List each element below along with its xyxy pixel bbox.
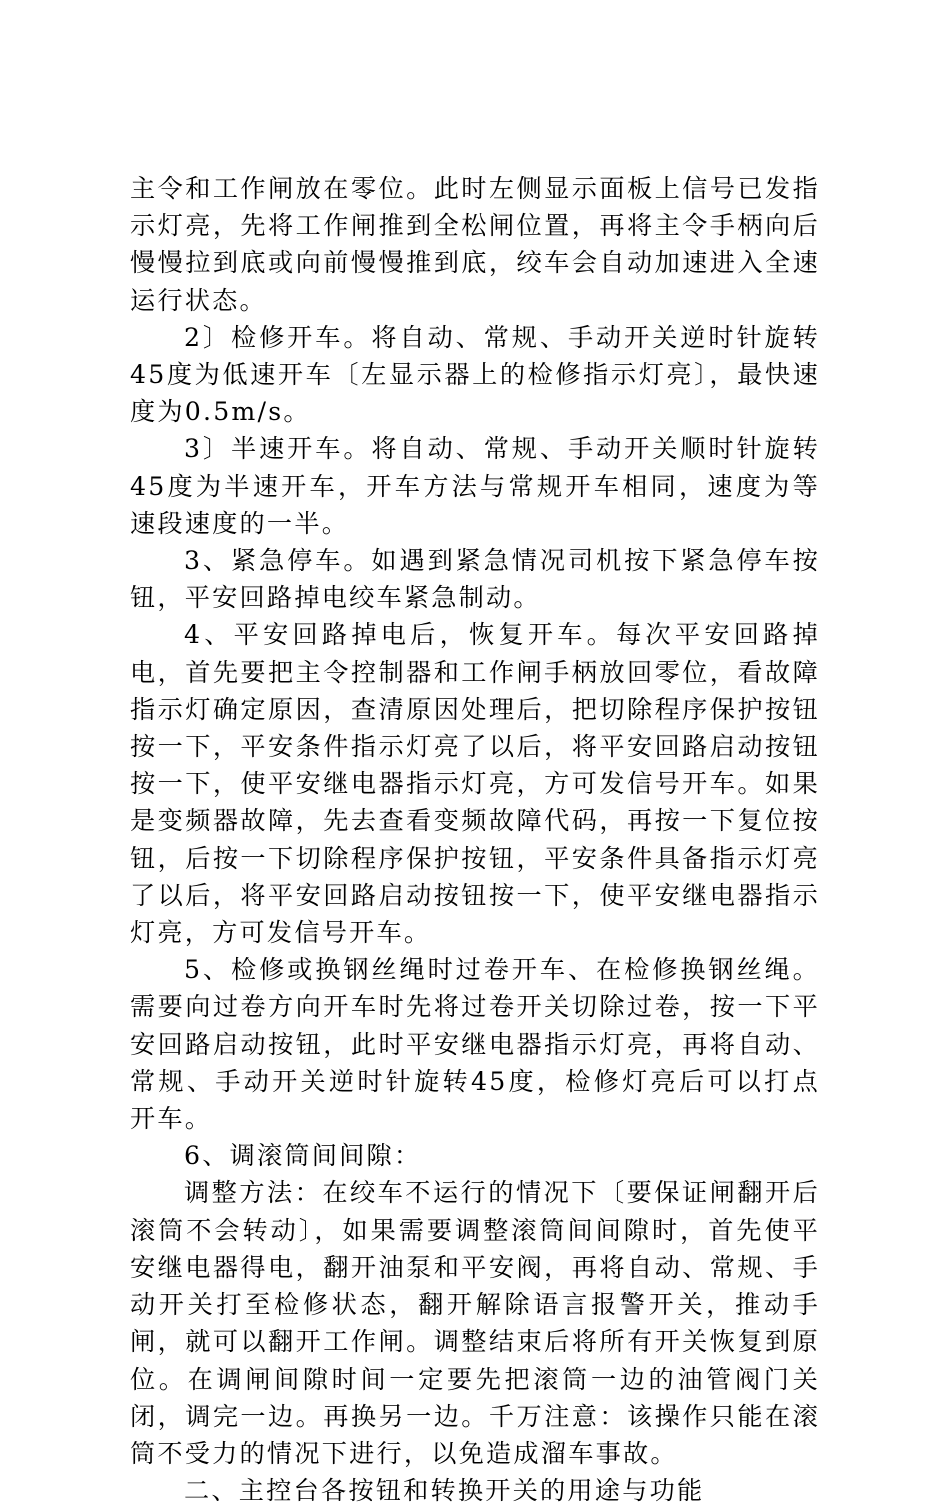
- paragraph-half-speed-driving: 3〕半速开车。将自动、常规、手动开关顺时针旋转45度为半速开车，开车方法与常规开车相同，速度为等速段速度的一半。: [130, 434, 820, 538]
- paragraph-drum-gap-heading: 6、调滚筒间间隙：: [184, 1141, 422, 1171]
- section-heading-buttons-switches: 二、主控台各按钮和转换开关的用途与功能: [184, 1476, 705, 1506]
- paragraph-maintenance-driving: 2〕检修开车。将自动、常规、手动开关逆时针旋转45度为低速开车〔左显示器上的检修指示灯亮〕，最快速度为0.5m/s。: [130, 322, 820, 427]
- paragraph-overwind-driving: 5、检修或换钢丝绳时过卷开车、在检修换钢丝绳。需要向过卷方向开车时先将过卷开关切除过卷，按一下平安回路启动按钮，此时平安继电器指示灯亮，再将自动、常规、手动开关逆时针旋转45度，检修灯亮后可以打点开车。: [130, 955, 820, 1134]
- paragraph-emergency-stop: 3、紧急停车。如遇到紧急情况司机按下紧急停车按钮，平安回路掉电绞车紧急制动。: [130, 546, 820, 613]
- paragraph-main-control-zero: 主令和工作闸放在零位。此时左侧显示面板上信号已发指示灯亮，先将工作闸推到全松闸位置，再将主令手柄向后慢慢拉到底或向前慢慢推到底，绞车会自动加速进入全速运行状态。: [130, 174, 820, 315]
- document-body: [130, 170, 820, 1509]
- paragraph-power-loss-restart: 4、平安回路掉电后，恢复开车。每次平安回路掉电，首先要把主令控制器和工作闸手柄放回零位，看故障指示灯确定原因，查清原因处理后，把切除程序保护按钮按一下，平安条件指示灯亮了以后，将平安回路启动按钮按一下，使平安继电器指示灯亮，方可发信号开车。如果是变频器故障，先去查看变频故障代码，再按一下复位按钮，后按一下切除程序保护按钮，平安条件具备指示灯亮了以后，将平安回路启动按钮按一下，使平安继电器指示灯亮，方可发信号开车。: [130, 620, 820, 948]
- paragraph-adjustment-method: 调整方法：在绞车不运行的情况下〔要保证闸翻开后滚筒不会转动〕，如果需要调整滚筒间间隙时，首先使平安继电器得电，翻开油泵和平安阀，再将自动、常规、手动开关打至检修状态，翻开解除语言报警开关，推动手闸，就可以翻开工作闸。调整结束后将所有开关恢复到原位。在调闸间隙时间一定要先把滚筒一边的油管阀门关闭，调完一边。再换另一边。千万注意：该操作只能在滚筒不受力的情况下进行，以免造成溜车事故。: [130, 1178, 820, 1468]
